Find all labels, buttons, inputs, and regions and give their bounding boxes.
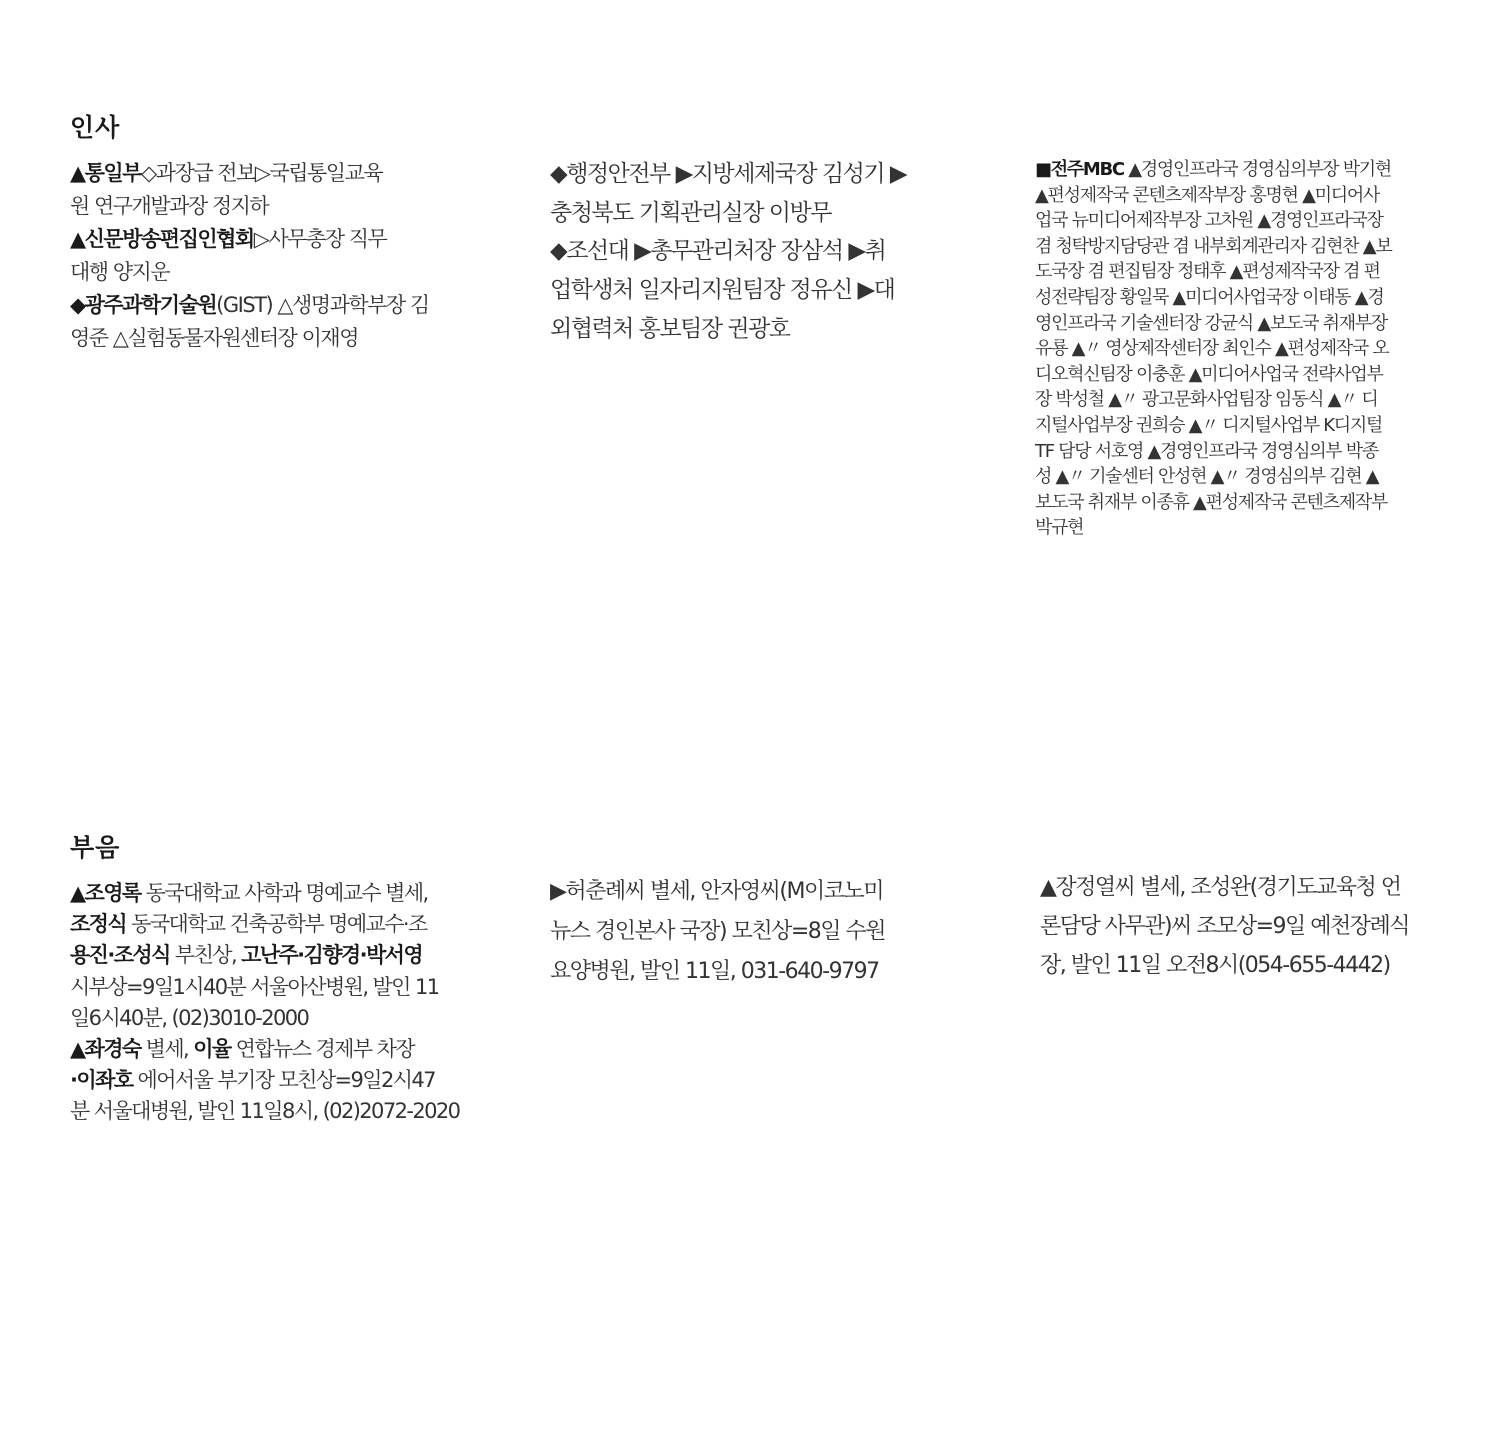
appointment-entry-line: 대행 양지운	[70, 260, 170, 284]
obituaries-heading: 부음	[70, 833, 121, 862]
appointments-column-2	[550, 155, 906, 349]
obituary-line: ▲좌경숙 별세, 이율 연합뉴스 경제부 차장	[70, 1037, 414, 1062]
appointments-heading: 인사	[70, 113, 121, 142]
appointment-line: TF 담당 서호영 ▲경영인프라국 경영심의부 박종	[1035, 440, 1378, 462]
appointment-line: 유룡 ▲〃 영상제작센터장 최인수 ▲편성제작국 오	[1035, 338, 1389, 360]
appointment-line: 지털사업부장 권희승 ▲〃 디지털사업부 K디지털	[1035, 414, 1383, 436]
appointment-line: 장 박성철 ▲〃 광고문화사업팀장 임동식 ▲〃 디	[1035, 389, 1378, 411]
appointments-column-1	[70, 157, 429, 355]
appointment-line: 성전략팀장 황일묵 ▲미디어사업국장 이태동 ▲경	[1035, 286, 1384, 308]
appointment-line: 충청북도 기획관리실장 이방무	[550, 199, 831, 226]
obituary-line: 분 서울대병원, 발인 11일8시, (02)2072-2020	[70, 1099, 460, 1124]
appointment-line: ▲편성제작국 콘텐츠제작부장 홍명현 ▲미디어사	[1035, 184, 1380, 206]
appointment-entry-line: ▲통일부◇과장급 전보▷국립통일교육	[70, 161, 383, 185]
obituary-line: 뉴스 경인본사 국장) 모친상=8일 수원	[550, 919, 886, 944]
obituaries-column-2	[550, 872, 885, 992]
appointment-line: 성 ▲〃 기술센터 안성현 ▲〃 경영심의부 김현 ▲	[1035, 466, 1379, 488]
appointment-line: 업국 뉴미디어제작부장 고차원 ▲경영인프라국장	[1035, 210, 1383, 232]
appointments-column-3	[1035, 157, 1391, 541]
person-name: ▲좌경숙	[70, 1037, 141, 1062]
appointment-line: ■전주MBC ▲경영인프라국 경영심의부장 박기현	[1035, 159, 1391, 180]
person-name: ·이좌호	[70, 1068, 133, 1093]
appointment-line: 도국장 겸 편집팀장 정태후 ▲편성제작국장 겸 편	[1035, 261, 1380, 283]
obituary-line: 론담당 사무관)씨 조모상=9일 예천장례식	[1040, 914, 1410, 939]
appointment-entry-line: ◆광주과학기술원(GIST) △생명과학부장 김	[70, 293, 429, 317]
person-name: 이율	[193, 1037, 231, 1062]
obituary-line: 일6시40분, (02)3010-2000	[70, 1005, 309, 1030]
obituary-line: ▶허춘례씨 별세, 안자영씨(M이코노미	[550, 879, 883, 904]
obituary-line: 시부상=9일1시40분 서울아산병원, 발인 11	[70, 974, 439, 999]
appointment-line: 보도국 취재부 이종휴 ▲편성제작국 콘텐츠제작부	[1035, 491, 1387, 513]
person-name: 조정식	[70, 912, 127, 937]
person-name: ▲조영록	[70, 881, 141, 905]
obituaries-column-1	[70, 878, 459, 1128]
person-name: 용진·조성식	[70, 943, 170, 968]
appointment-entry-line: 영준 △실험동물자원센터장 이재영	[70, 326, 359, 350]
obituary-line: 용진·조성식 부친상, 고난주·김향경·박서영	[70, 943, 423, 968]
obituary-line: 조정식 동국대학교 건축공학부 명예교수·조	[70, 912, 427, 937]
obituary-line: 요양병원, 발인 11일, 031-640-9797	[550, 959, 879, 984]
obituary-line: ▲조영록 동국대학교 사학과 명예교수 별세,	[70, 881, 428, 905]
organization-name: ▲신문방송편집인협회	[70, 227, 254, 251]
appointment-entry-line: ▲신문방송편집인협회▷사무총장 직무	[70, 227, 387, 251]
appointment-line: 겸 청탁방지담당관 겸 내부회계관리자 김현찬 ▲보	[1035, 235, 1392, 257]
appointment-line: 외협력처 홍보팀장 권광호	[550, 315, 790, 342]
appointment-line: 영인프라국 기술센터장 강균식 ▲보도국 취재부장	[1035, 312, 1387, 334]
appointment-line: ◆행정안전부 ▶지방세제국장 김성기 ▶	[550, 161, 907, 187]
appointment-entry-line: 원 연구개발과장 정지하	[70, 194, 269, 218]
obituary-line: ·이좌호 에어서울 부기장 모친상=9일2시47	[70, 1068, 435, 1093]
appointment-line: ◆조선대 ▶총무관리처장 장삼석 ▶취	[550, 238, 886, 265]
obituaries-column-3	[1040, 868, 1409, 985]
person-name: 고난주·김향경·박서영	[241, 943, 423, 968]
organization-name: ▲통일부	[70, 161, 142, 185]
obituary-line: ▲장정열씨 별세, 조성완(경기도교육청 언	[1040, 875, 1401, 900]
appointment-line: 디오혁신팀장 이충훈 ▲미디어사업국 전략사업부	[1035, 363, 1383, 385]
appointment-line: 박규현	[1035, 517, 1084, 539]
obituary-line: 장, 발인 11일 오전8시(054-655-4442)	[1040, 953, 1390, 978]
organization-name: ◆광주과학기술원	[70, 293, 217, 317]
appointment-line: 업학생처 일자리지원팀장 정유신 ▶대	[550, 277, 895, 304]
organization-name: ■전주MBC	[1035, 159, 1124, 180]
